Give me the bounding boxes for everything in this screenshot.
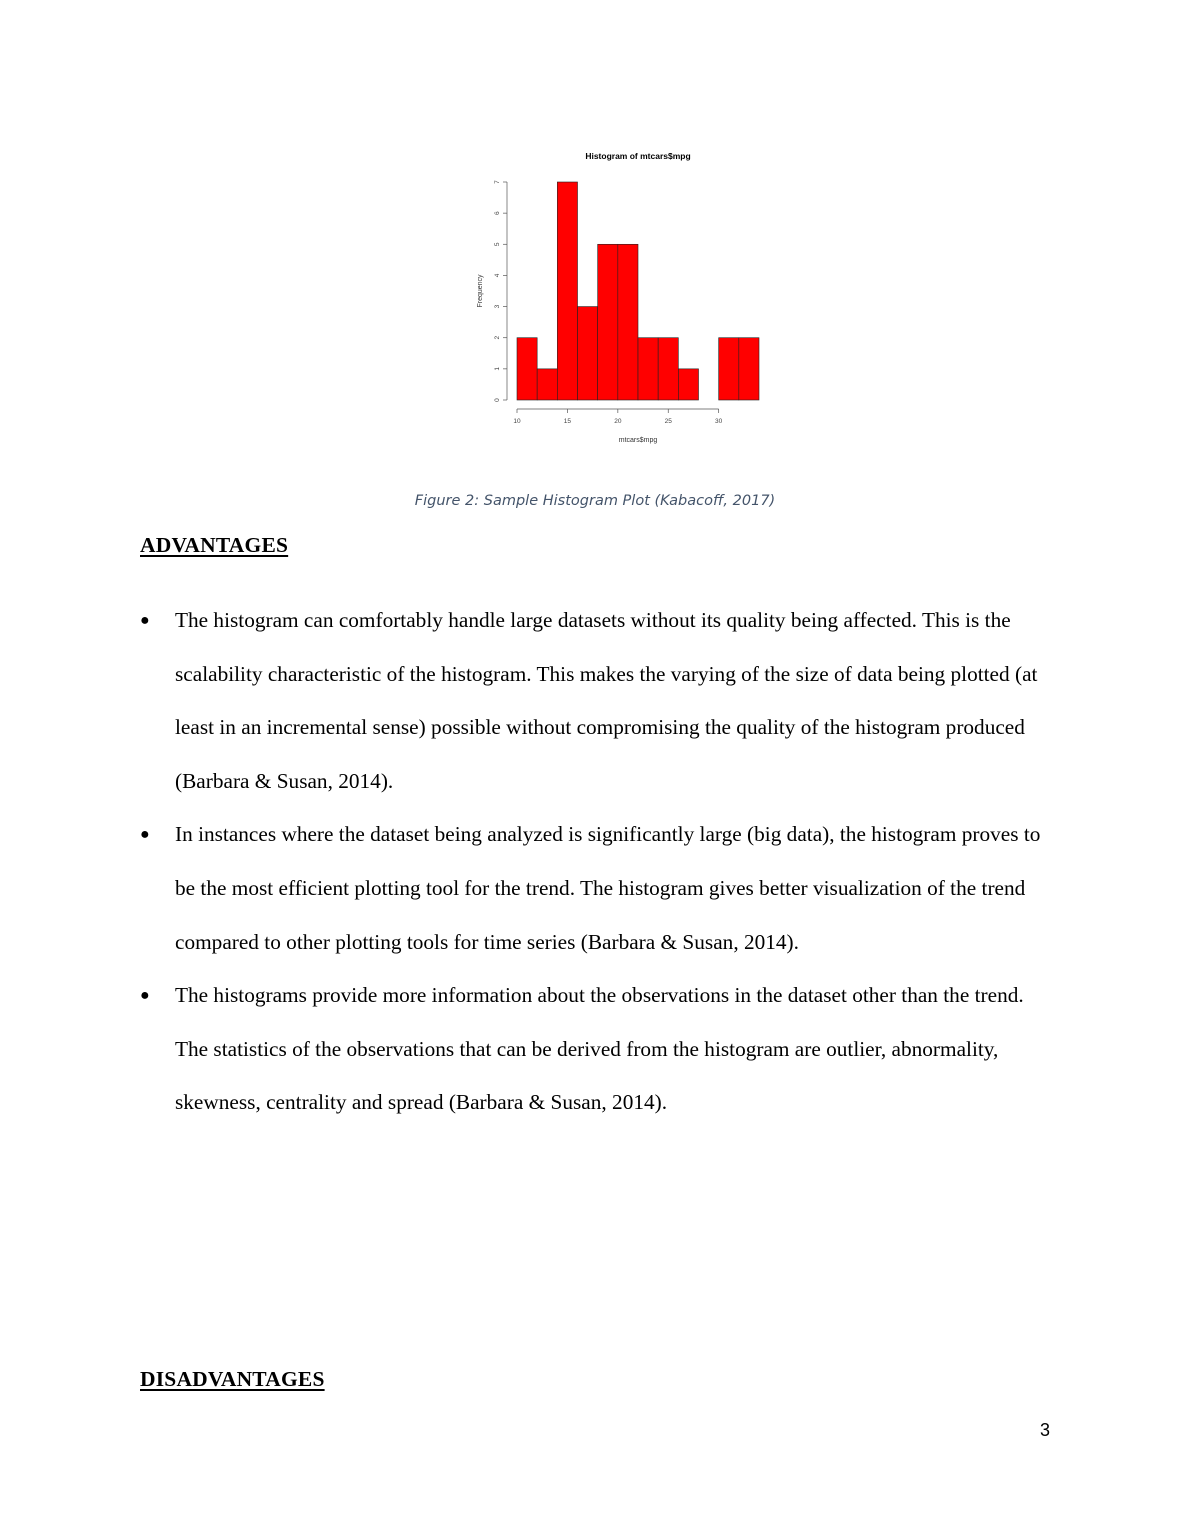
y-tick-label: 7 bbox=[494, 180, 501, 184]
bullet-icon: ● bbox=[140, 987, 150, 1005]
disadvantages-heading: DISADVANTAGES bbox=[140, 1367, 325, 1391]
list-item bbox=[140, 969, 1060, 1130]
histogram-bar bbox=[557, 182, 577, 400]
x-tick-label: 25 bbox=[664, 418, 672, 425]
bullet-icon: ● bbox=[140, 826, 150, 844]
histogram-bar bbox=[739, 338, 759, 400]
x-tick-label: 20 bbox=[614, 418, 622, 425]
x-tick-label: 15 bbox=[563, 418, 572, 425]
histogram-chart bbox=[470, 145, 770, 455]
histogram-bar bbox=[598, 244, 618, 400]
histogram-figure bbox=[470, 145, 770, 455]
figure-caption: Figure 2: Sample Histogram Plot (Kabacoff, 2017) bbox=[414, 493, 776, 509]
histogram-bar bbox=[658, 338, 678, 400]
list-item-text: The histogram can comfortably handle large datasets without its quality being affected. This is the scalability characteristic of the histogram. This makes the varying of the size of data being plotted (at least in an incremental sense) possible without compromising the quality of the histogram produced (Barbara & Susan, 2014). bbox=[175, 608, 1038, 793]
list-item-text: In instances where the dataset being analyzed is significantly large (big data), the histogram proves to be the most efficient plotting tool for the trend. The histogram gives better visualization of the trend compared to other plotting tools for time series (Barbara & Susan, 2014). bbox=[175, 822, 1041, 954]
y-tick-label: 3 bbox=[494, 304, 501, 309]
x-tick-label: 30 bbox=[715, 418, 723, 425]
histogram-bar bbox=[618, 244, 638, 400]
histogram-bar bbox=[719, 338, 739, 400]
histogram-bar bbox=[578, 307, 598, 400]
x-tick-label: 10 bbox=[513, 418, 521, 425]
advantages-heading: ADVANTAGES bbox=[140, 533, 289, 557]
chart-x-axis-label: mtcars$mpg bbox=[618, 437, 658, 444]
histogram-bar bbox=[537, 369, 557, 400]
y-tick-label: 0 bbox=[494, 398, 501, 402]
histogram-bar bbox=[638, 338, 658, 400]
histogram-bar bbox=[517, 338, 537, 400]
histogram-bar bbox=[678, 369, 698, 400]
page-number: 3 bbox=[1039, 1420, 1050, 1440]
y-tick-label: 2 bbox=[494, 335, 501, 340]
chart-title: Histogram of mtcars$mpg bbox=[585, 151, 691, 161]
y-tick-label: 5 bbox=[494, 242, 501, 247]
bullet-icon: ● bbox=[140, 612, 150, 629]
y-tick-label: 4 bbox=[494, 273, 501, 278]
list-item-text: The histograms provide more information about the observations in the dataset other than the trend. The statistics of the observations that can be derived from the histogram are outlier, abnormality, skewness, centrality and spread (Barbara & Susan, 2014). bbox=[175, 983, 1024, 1115]
chart-y-axis-label: Frequency bbox=[477, 274, 484, 308]
y-tick-label: 1 bbox=[494, 367, 501, 371]
list-item bbox=[140, 594, 1060, 808]
list-item bbox=[140, 808, 1060, 969]
advantages-list bbox=[140, 594, 1060, 1130]
y-tick-label: 6 bbox=[494, 211, 501, 215]
